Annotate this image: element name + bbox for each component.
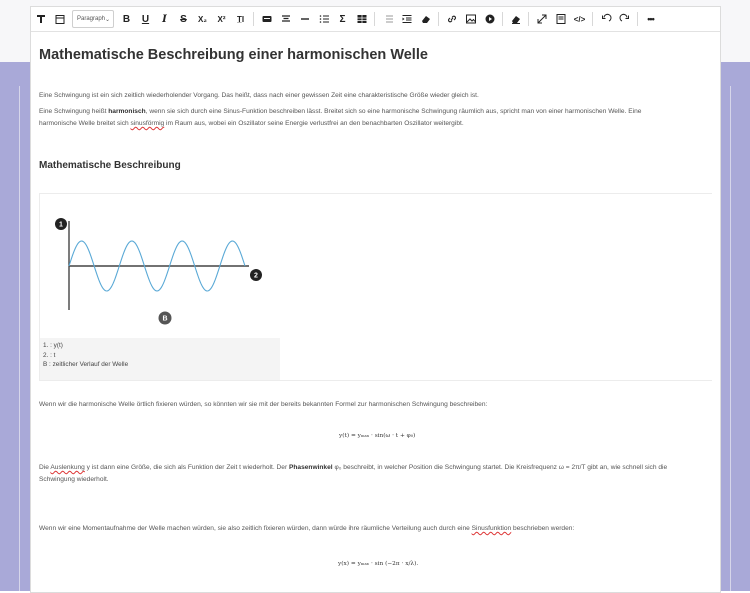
- marker-1-label: 1: [59, 221, 63, 229]
- preview-icon[interactable]: [552, 10, 570, 28]
- paragraph-harmonic: [39, 106, 699, 130]
- formula-time: y(t) = yₘₐₓ · sin(ω · t + φ₀): [339, 433, 416, 439]
- legend-item: 1. : y(t): [43, 342, 63, 349]
- italic-button[interactable]: I: [162, 13, 167, 25]
- horizontal-rule-icon[interactable]: [296, 10, 314, 28]
- underline-button[interactable]: U: [141, 13, 150, 25]
- legend-item: 2. : t: [43, 351, 56, 359]
- text-run: Schwingung wiederholt.: [39, 476, 109, 483]
- text-box-icon[interactable]: [258, 10, 276, 28]
- text-run: beschrieben werden:: [511, 525, 575, 532]
- sigma-icon[interactable]: Σ: [339, 13, 346, 25]
- table-icon[interactable]: [353, 10, 371, 28]
- wave-figure[interactable]: [39, 193, 712, 381]
- spellcheck-word[interactable]: Sinusfunktion: [471, 525, 512, 532]
- toolbar-divider: [592, 12, 593, 26]
- text-format-icon[interactable]: [32, 10, 50, 28]
- superscript-button[interactable]: X²: [217, 14, 226, 24]
- image-icon[interactable]: [462, 10, 480, 28]
- rich-text-editor[interactable]: [30, 6, 721, 593]
- text-run: im Raum aus, wobei ein Oszillator seine Energie verlustfrei an den benachbarten Oszillator weitergibt.: [164, 120, 464, 127]
- fullscreen-icon[interactable]: [533, 10, 551, 28]
- toolbar-divider: [528, 12, 529, 26]
- wave-diagram: [40, 194, 285, 334]
- page-title: Mathematische Beschreibung einer harmonischen Welle: [39, 47, 428, 63]
- editor-toolbar: [31, 7, 720, 32]
- code-view-icon[interactable]: </>: [573, 14, 586, 24]
- figure-legend: [40, 338, 280, 380]
- marker-2-label: 2: [254, 272, 258, 280]
- marker-b-label: B: [162, 315, 168, 323]
- ordered-list-icon[interactable]: [315, 10, 333, 28]
- text-run: Wenn wir eine Momentaufnahme der Welle machen würden, sie also zeitlich fixieren würden, dann würde ihre räumliche Verteilung auch durch eine: [39, 525, 472, 532]
- right-gutter: [730, 86, 750, 591]
- toolbar-divider: [253, 12, 254, 26]
- undo-icon[interactable]: [597, 10, 615, 28]
- bold-button[interactable]: B: [122, 13, 131, 25]
- clear-style-button[interactable]: T̲I: [236, 14, 245, 24]
- bold-term-harmonisch: harmonisch: [108, 108, 146, 115]
- toolbar-divider: [374, 12, 375, 26]
- paragraph-snapshot: [39, 523, 699, 535]
- remove-format-icon[interactable]: [507, 10, 525, 28]
- text-run: Eine Schwingung heißt: [39, 108, 109, 115]
- chevron-down-icon: ⌄: [105, 16, 111, 23]
- bullet-list-icon[interactable]: [379, 10, 397, 28]
- text-run: φ₀ beschreibt, in welcher Position die Schwingung startet. Die Kreisfrequenz ω = 2π/T gibt an, wie schnell sich die: [332, 464, 668, 471]
- paragraph-intro: Eine Schwingung ist ein sich zeitlich wiederholender Vorgang. Das heißt, dass nach einer gewissen Zeit eine charakteristische Größe wieder gleich ist.: [39, 92, 479, 99]
- spellcheck-word[interactable]: sinusförmig: [130, 120, 165, 127]
- paragraph-fixed-location: Wenn wir die harmonische Welle örtlich fixieren würden, so könnten wir sie mit der bereits bekannten Formel zur harmonischen Schwingung beschreiben:: [39, 401, 488, 408]
- text-run: harmonische Welle breitet sich: [39, 120, 131, 127]
- subscript-button[interactable]: X₂: [198, 14, 207, 24]
- text-run: y ist dann eine Größe, die sich als Funktion der Zeit t wiederholt. Der: [84, 464, 289, 471]
- redo-icon[interactable]: [616, 10, 634, 28]
- strikethrough-button[interactable]: S: [180, 13, 187, 25]
- bold-term-phasenwinkel: Phasenwinkel: [288, 464, 333, 471]
- toolbar-divider: [438, 12, 439, 26]
- legend-item: B : zeitlicher Verlauf der Welle: [43, 361, 129, 368]
- eraser-icon[interactable]: [417, 10, 435, 28]
- text-run: Die: [39, 464, 51, 471]
- video-icon[interactable]: [481, 10, 499, 28]
- align-center-icon[interactable]: [277, 10, 295, 28]
- section-heading: Mathematische Beschreibung: [39, 160, 181, 171]
- paragraph-select-label: Paragraph: [77, 16, 106, 22]
- toolbar-divider: [637, 12, 638, 26]
- editor-content[interactable]: [39, 33, 712, 592]
- paragraph-select[interactable]: [72, 10, 114, 28]
- text-run: , wenn sie sich durch eine Sinus-Funktion beschreiben lässt. Breitet sich so eine harmonische Schwingung räumlich aus, spricht man von einer harmonischen Welle. Eine: [145, 108, 642, 115]
- more-options-button[interactable]: •••: [647, 14, 654, 24]
- indent-icon[interactable]: [398, 10, 416, 28]
- calendar-icon[interactable]: [51, 10, 69, 28]
- spellcheck-word[interactable]: Auslenkung: [50, 464, 85, 471]
- toolbar-divider: [502, 12, 503, 26]
- link-icon[interactable]: [443, 10, 461, 28]
- left-gutter: [0, 86, 20, 591]
- formula-space: y(x) = yₘₐₓ · sin (−2π · x/λ).: [338, 561, 419, 567]
- paragraph-phase: [39, 462, 699, 486]
